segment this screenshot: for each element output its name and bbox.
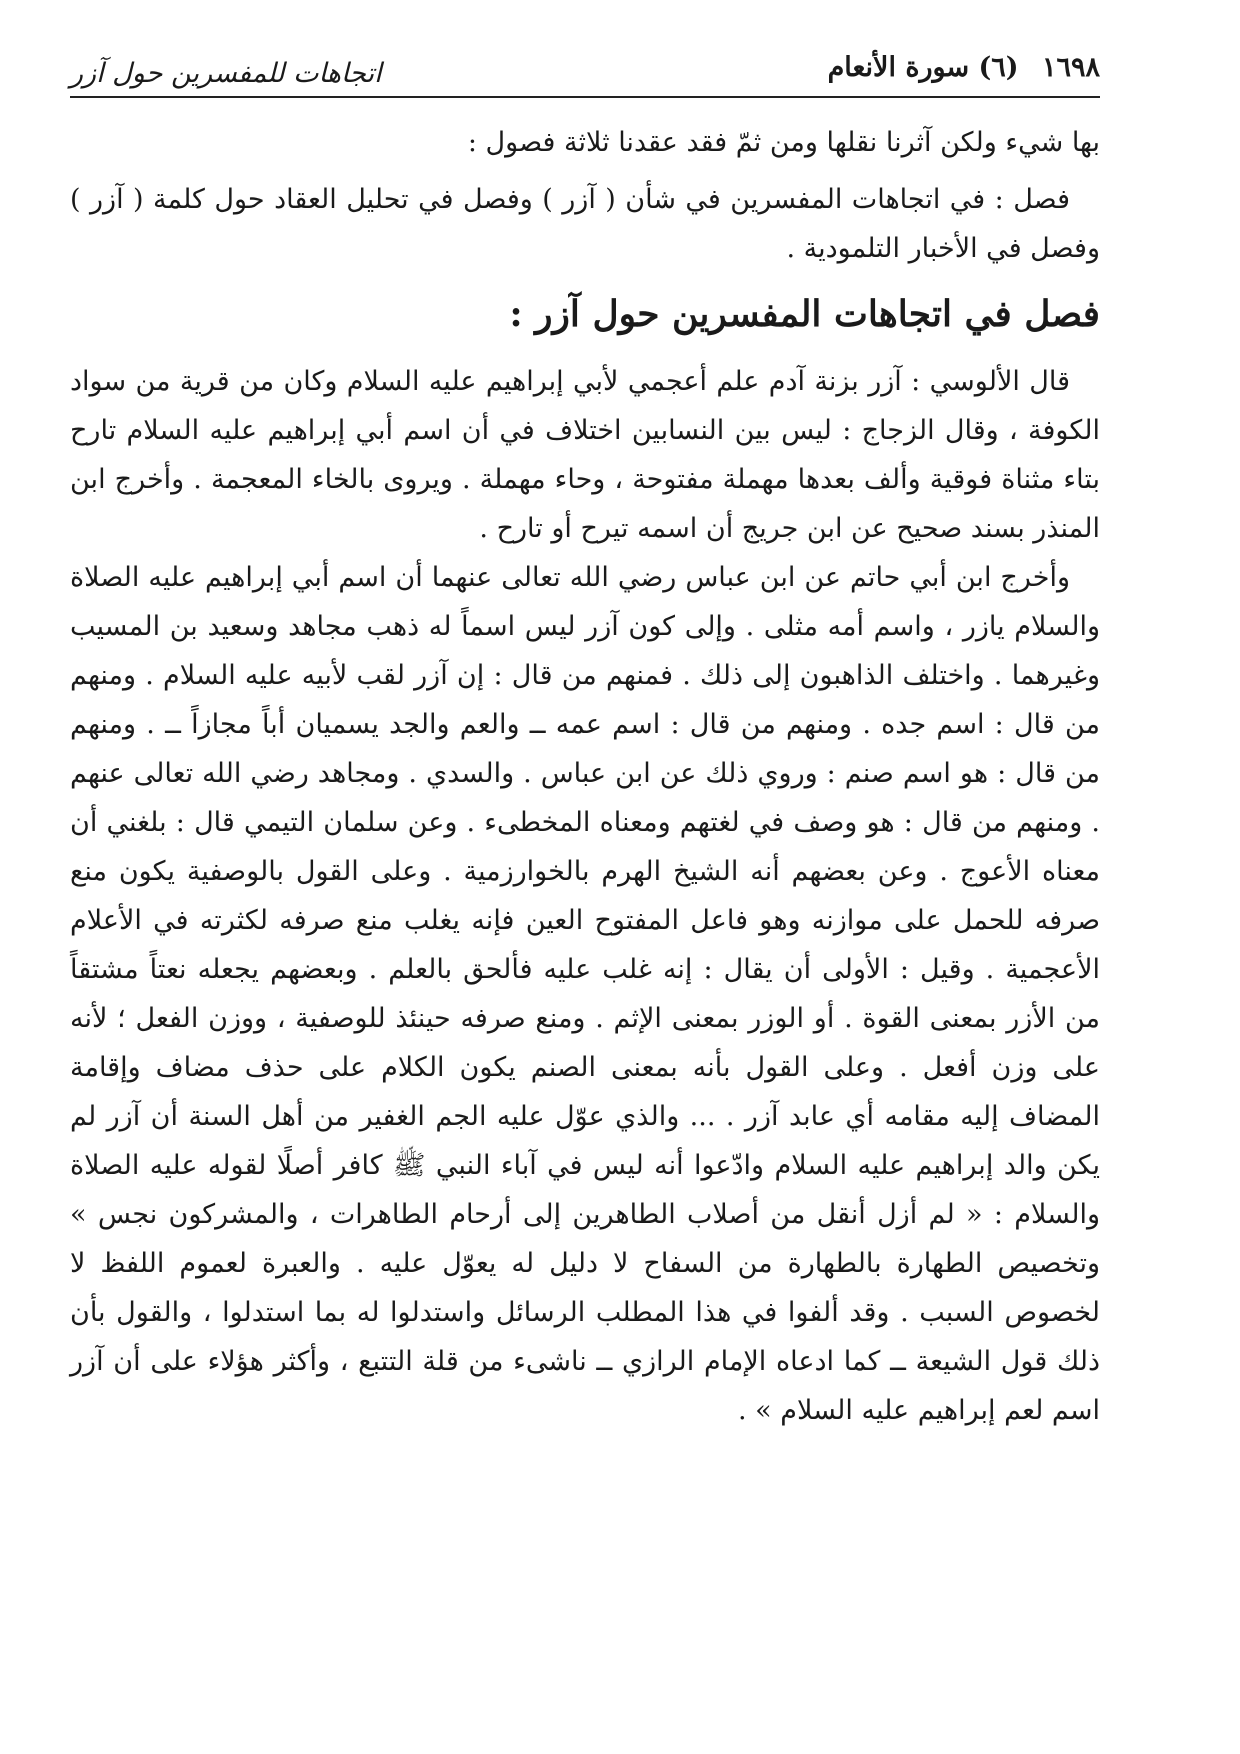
paragraph-1: قال الألوسي : آزر بزنة آدم علم أعجمي لأبي إبراهيم عليه السلام وكان من قرية من سواد الكوفة ، وقال الزجاج : ليس بين النسابين اختلاف في أن اسم أبي إبراهيم عليه السلام تارح بتاء مثناة فوقية وألف بعدها مهملة مفتوحة ، وحاء مهملة . ويروى بالخاء المعجمة . وأخرج ابن المنذر بسند صحيح عن ابن جريج أن اسمه تيرح أو تارح . xyxy=(70,366,1100,544)
page-header xyxy=(70,40,1100,98)
book-page xyxy=(70,40,1100,1740)
surah-label: (٦) سورة الأنعام xyxy=(827,52,1019,83)
header-right xyxy=(828,40,1100,96)
intro-sections: فصل : في اتجاهات المفسرين في شأن ( آزر ) وفصل في تحليل العقاد حول كلمة ( آزر ) وفصل في الأخبار التلمودية . xyxy=(70,184,1100,264)
page-number: ١٦٩٨ xyxy=(1041,52,1100,83)
intro-line: بها شيء ولكن آثرنا نقلها ومن ثمّ فقد عقدنا ثلاثة فصول : xyxy=(467,127,1100,158)
running-title: اتجاهات للمفسرين حول آزر xyxy=(70,58,382,89)
paragraph-2: وأخرج ابن أبي حاتم عن ابن عباس رضي الله تعالى عنهما أن اسم أبي إبراهيم عليه الصلاة والسلام يازر ، واسم أمه مثلى . وإلى كون آزر ليس اسماً له ذهب مجاهد وسعيد بن المسيب وغيرهما . واختلف الذاهبون إلى ذلك . فمنهم من قال : إن آزر لقب لأبيه عليه السلام . ومنهم من قال : اسم جده . ومنهم من قال : اسم عمه ــ والعم والجد يسميان أباً مجازاً ــ . ومنهم من قال : هو اسم صنم : وروي ذلك عن ابن عباس . والسدي . ومجاهد رضي الله تعالى عنهم . ومنهم من قال : هو وصف في لغتهم ومعناه المخطىء . وعن سلمان التيمي قال : بلغني أن معناه الأعوج . وعن بعضهم أنه الشيخ الهرم بالخوارزمية . وعلى القول بالوصفية يكون منع صرفه للحمل على موازنه وهو فاعل المفتوح العين فإنه يغلب منع صرفه لكثرته في الأعلام الأعجمية . وقيل : الأولى أن يقال : إنه غلب عليه فألحق بالعلم . وبعضهم يجعله نعتاً مشتقاً من الأزر بمعنى القوة . أو الوزر بمعنى الإثم . ومنع صرفه حينئذ للوصفية ، ووزن الفعل ؛ لأنه على وزن أفعل . وعلى القول بأنه بمعنى الصنم يكون الكلام على حذف مضاف وإقامة المضاف إليه مقامه أي عابد آزر . ... والذي عوّل عليه الجم الغفير من أهل السنة أن آزر لم يكن والد إبراهيم عليه السلام وادّعوا أنه ليس في آباء النبي ﷺ كافر أصلًا لقوله عليه الصلاة والسلام : « لم أزل أنقل من أصلاب الطاهرين إلى أرحام الطاهرات ، والمشركون نجس » وتخصيص الطهارة بالطهارة من السفاح لا دليل له يعوّل عليه . والعبرة لعموم اللفظ لا لخصوص السبب . وقد ألفوا في هذا المطلب الرسائل واستدلوا له بما استدلوا ، والقول بأن ذلك قول الشيعة ــ كما ادعاه الإمام الرازي ــ ناشىء من قلة التتبع ، وأكثر هؤلاء على أن آزر اسم لعم إبراهيم عليه السلام » . xyxy=(70,562,1100,1426)
section-heading: فصل في اتجاهات المفسرين حول آزر : xyxy=(509,293,1100,335)
page-body xyxy=(70,118,1100,1435)
spacer xyxy=(70,167,1100,175)
